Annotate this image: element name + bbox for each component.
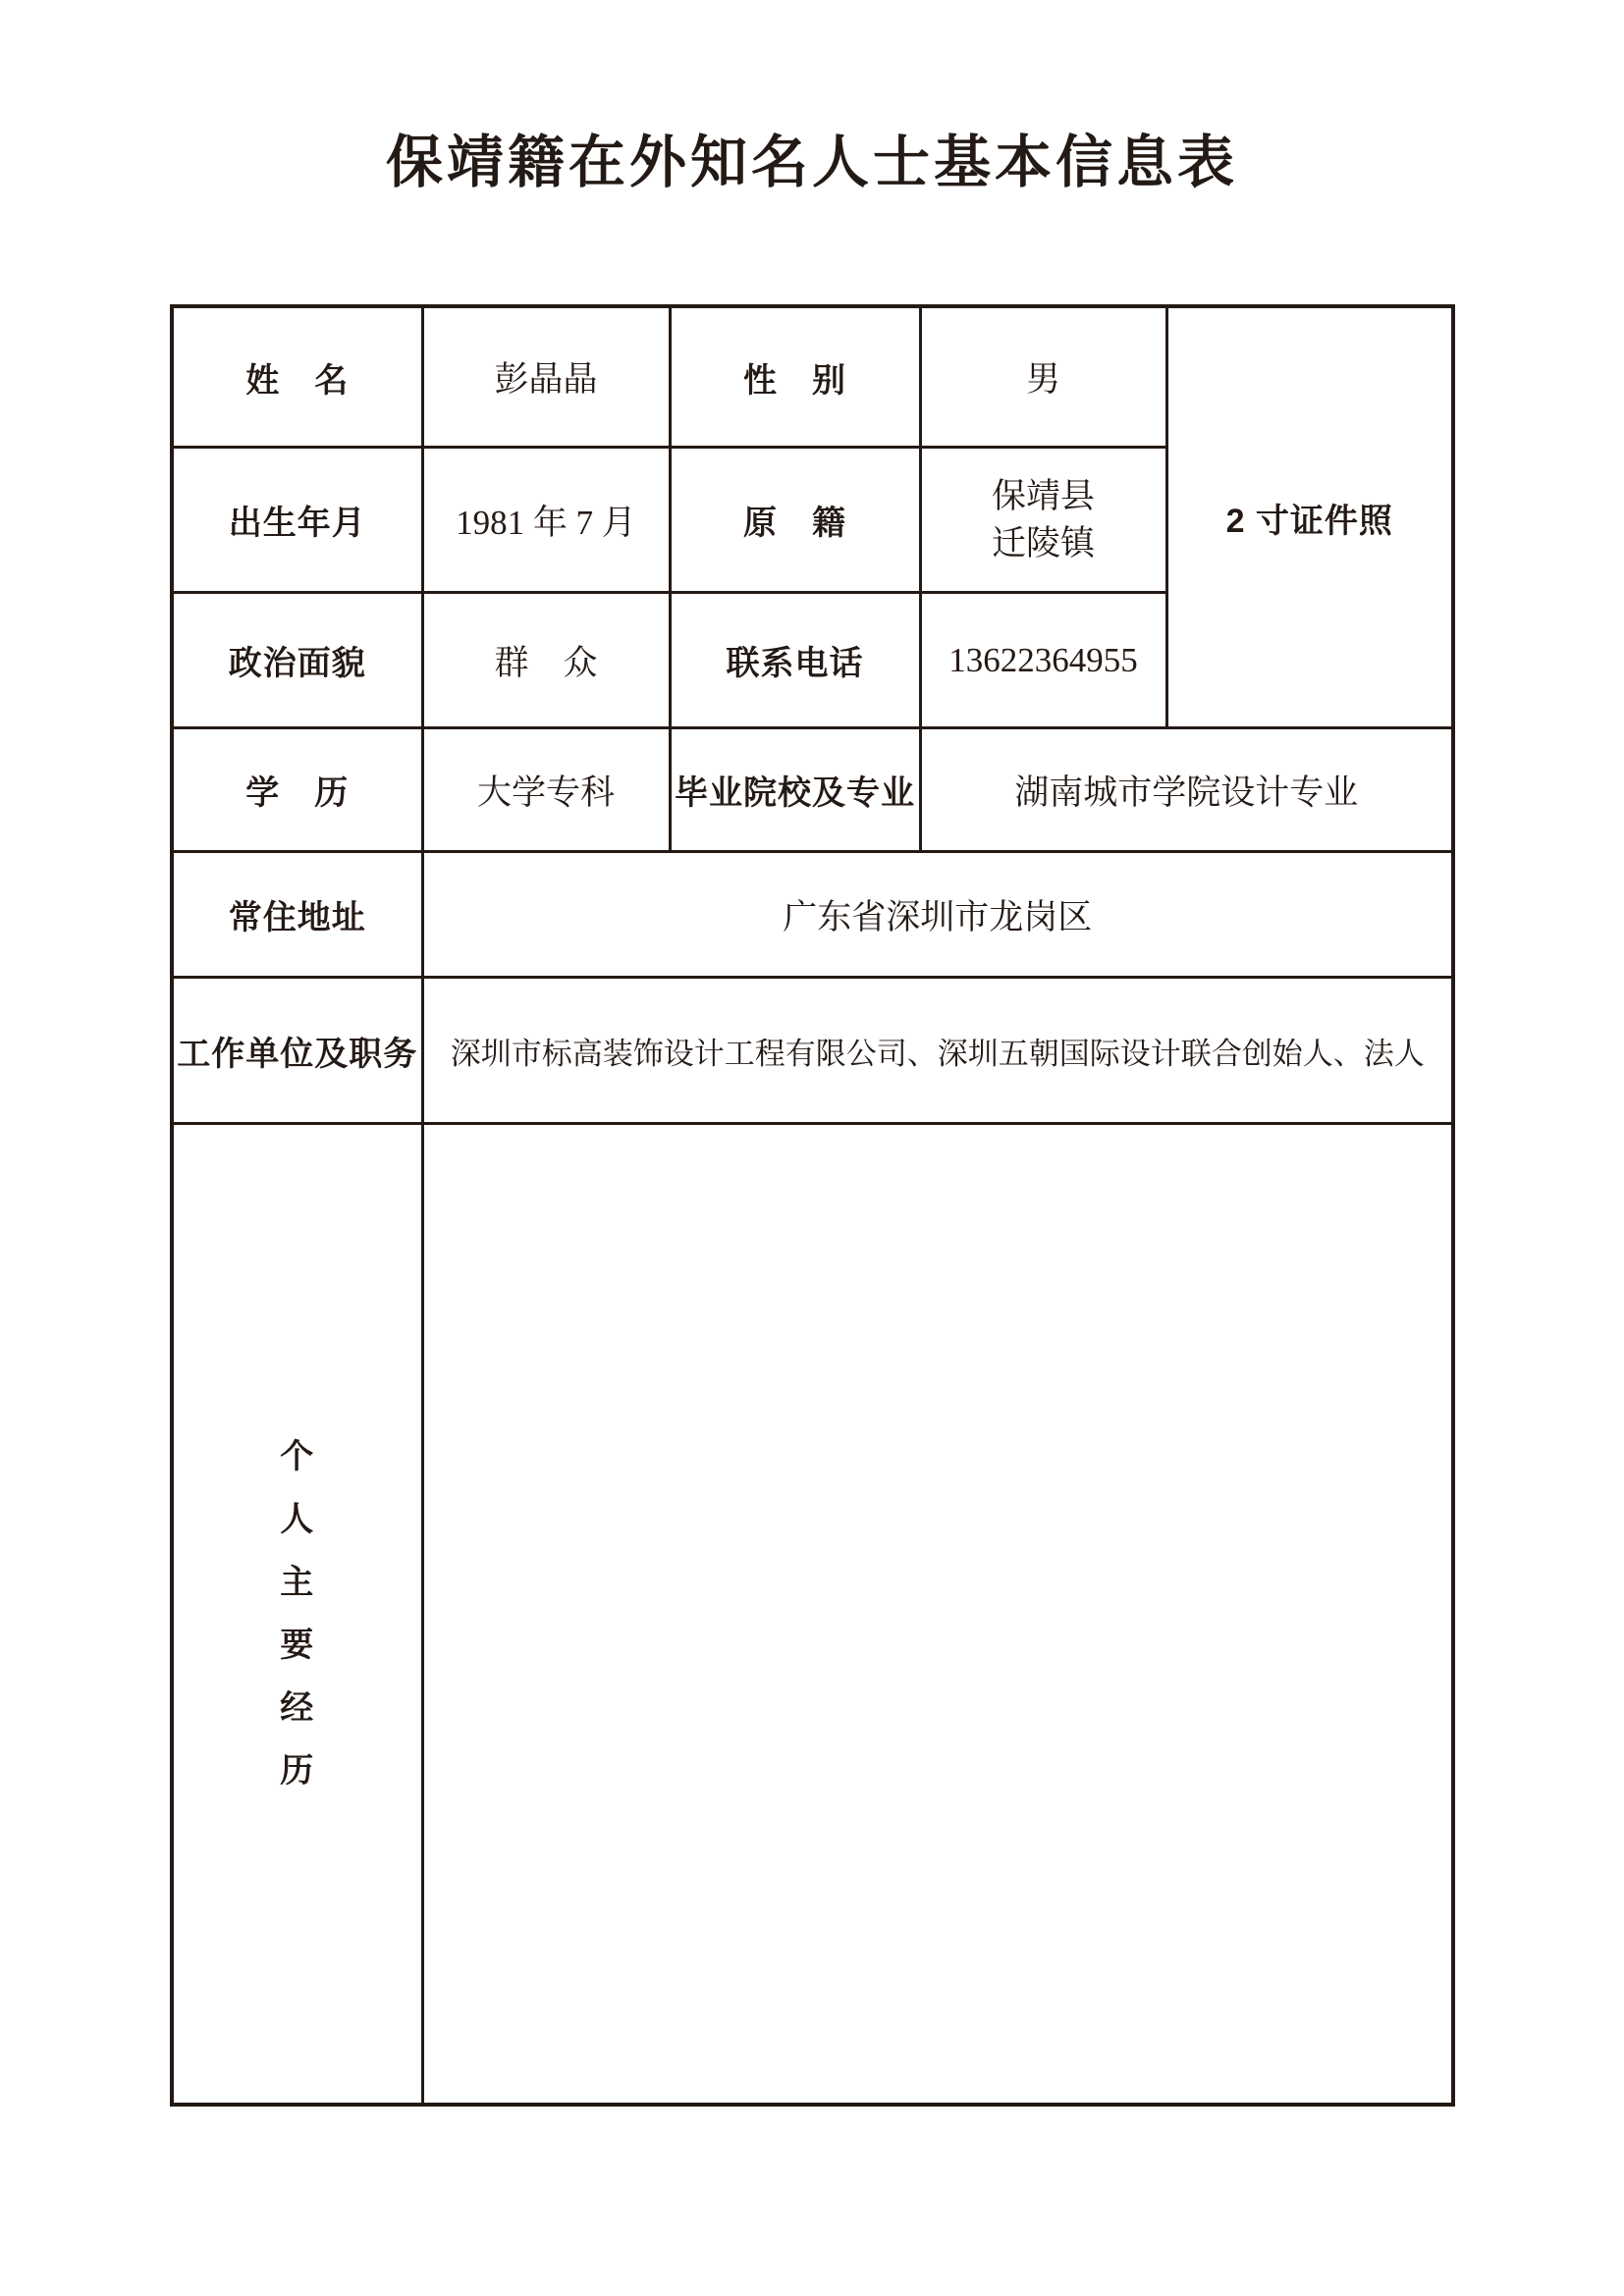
phone-value: 13622364955	[920, 593, 1166, 728]
origin-town: 迁陵镇	[991, 523, 1095, 562]
birthdate-value: 1981 年 7 月	[422, 448, 670, 593]
political-status-label: 政治面貌	[172, 593, 422, 728]
row-education-school	[172, 728, 1453, 852]
school-major-label: 毕业院校及专业	[670, 728, 920, 852]
origin-value	[920, 448, 1166, 593]
photo-placeholder-cell: 2 寸证件照	[1166, 306, 1453, 728]
vertical-label-char: 历	[280, 1752, 315, 1789]
row-personal-history	[172, 1124, 1453, 2106]
row-employer	[172, 978, 1453, 1124]
education-label: 学 历	[172, 728, 422, 852]
phone-label: 联系电话	[670, 593, 920, 728]
origin-label: 原 籍	[670, 448, 920, 593]
address-value: 广东省深圳市龙岗区	[422, 852, 1453, 978]
gender-value: 男	[920, 306, 1166, 448]
origin-value-lines	[922, 473, 1165, 566]
school-major-value: 湖南城市学院设计专业	[920, 728, 1453, 852]
vertical-label-char: 主	[280, 1564, 315, 1601]
name-label: 姓 名	[172, 306, 422, 448]
origin-county: 保靖县	[991, 477, 1095, 516]
info-table	[170, 304, 1455, 2107]
row-address	[172, 852, 1453, 978]
personal-history-vertical-label	[280, 1425, 314, 1802]
vertical-label-char: 要	[280, 1627, 315, 1664]
political-status-value: 群 众	[422, 593, 670, 728]
employer-value: 深圳市标高装饰设计工程有限公司、深圳五朝国际设计联合创始人、法人	[422, 978, 1453, 1124]
personal-history-label-cell	[172, 1124, 422, 2106]
education-value: 大学专科	[422, 728, 670, 852]
vertical-label-char: 个	[280, 1438, 315, 1475]
vertical-label-char: 经	[280, 1689, 315, 1727]
birthdate-label: 出生年月	[172, 448, 422, 593]
personal-history-content-cell	[422, 1124, 1453, 2106]
employer-label: 工作单位及职务	[172, 978, 422, 1124]
row-name-gender	[172, 306, 1453, 448]
address-label: 常住地址	[172, 852, 422, 978]
form-title: 保靖籍在外知名人士基本信息表	[385, 131, 1238, 194]
gender-label: 性 别	[670, 306, 920, 448]
name-value: 彭晶晶	[422, 306, 670, 448]
vertical-label-char: 人	[280, 1501, 315, 1538]
